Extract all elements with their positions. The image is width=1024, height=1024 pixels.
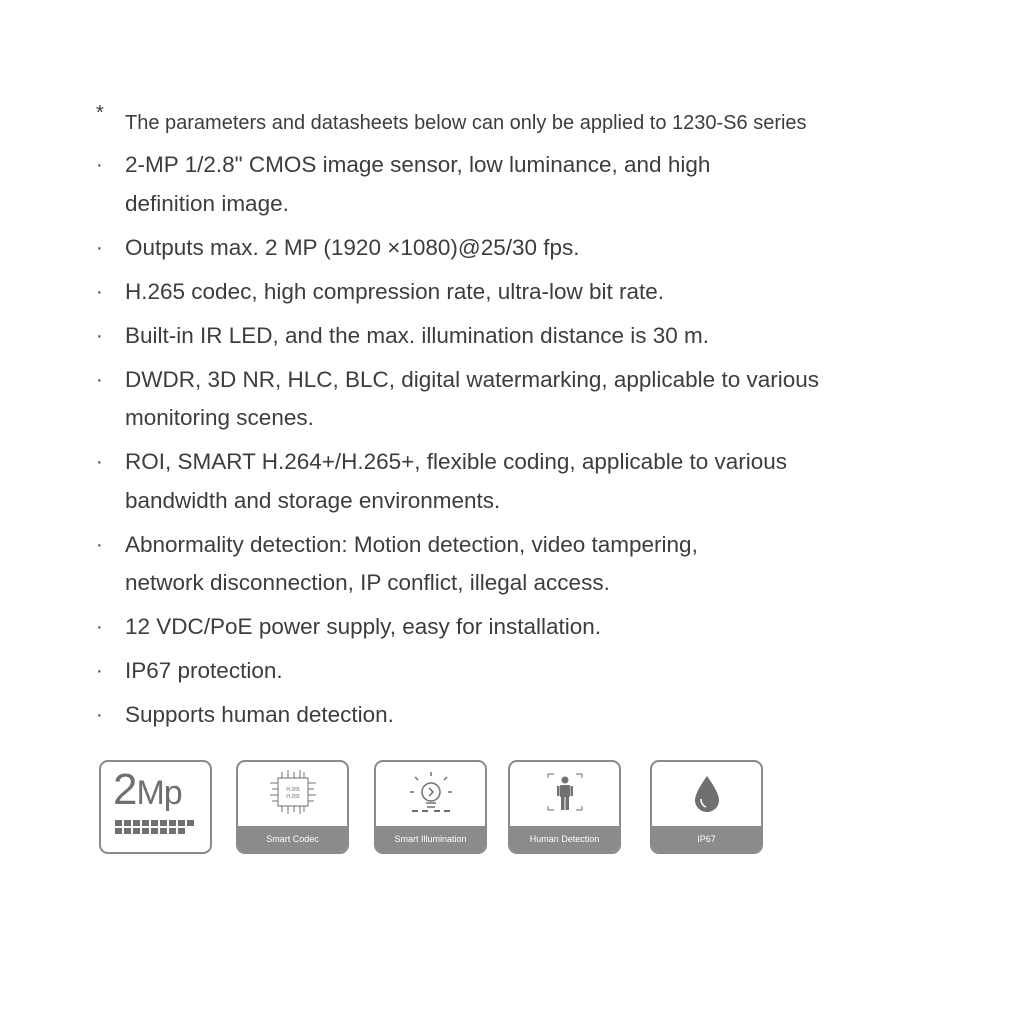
bullet-marker: ·	[96, 660, 103, 682]
smart-codec-icon	[236, 760, 349, 854]
feature-item	[96, 696, 916, 735]
bullet-marker: ·	[96, 451, 103, 473]
bullet-marker: ·	[96, 616, 103, 638]
feature-item	[96, 273, 916, 312]
feature-item	[96, 361, 916, 438]
feature-item	[96, 526, 916, 603]
svg-text:H.265: H.265	[286, 787, 300, 793]
svg-text:H.265: H.265	[286, 794, 300, 800]
feature-text-continued: network disconnection, IP conflict, illegal access.	[125, 570, 610, 595]
series-note-text: The parameters and datasheets below can only be applied to 1230-S6 series	[125, 112, 807, 134]
icon-caption: IP67	[652, 826, 761, 852]
feature-item	[96, 146, 916, 223]
icon-caption: Human Detection	[510, 826, 619, 852]
feature-text: 12 VDC/PoE power supply, easy for installation.	[125, 614, 602, 639]
bullet-marker: ·	[96, 154, 103, 176]
feature-text: ROI, SMART H.264+/H.265+, flexible coding, applicable to various	[125, 449, 788, 474]
feature-text: Outputs max. 2 MP (1920 ×1080)@25/30 fps.	[125, 234, 580, 260]
feature-text: Abnormality detection: Motion detection, video tampering,	[125, 531, 698, 557]
bullet-marker: ·	[96, 368, 103, 391]
bullet-marker: ·	[96, 236, 103, 259]
feature-text: 2-MP 1/2.8" CMOS image sensor, low luminance, and high	[125, 152, 711, 177]
feature-text: Supports human detection.	[125, 702, 394, 727]
feature-text: DWDR, 3D NR, HLC, BLC, digital watermarking, applicable to various	[125, 366, 819, 392]
bullet-marker: ·	[96, 533, 103, 556]
feature-text-continued: bandwidth and storage environments.	[125, 487, 501, 513]
feature-list	[96, 146, 916, 740]
2mp-icon	[99, 760, 212, 854]
feature-text-continued: monitoring scenes.	[125, 405, 314, 430]
feature-text: H.265 codec, high compression rate, ultra-low bit rate.	[125, 278, 665, 304]
bullet-marker: ·	[96, 324, 103, 347]
pixel-grid-icon	[115, 820, 199, 838]
smart-illumination-icon	[374, 760, 487, 854]
feature-item	[96, 317, 916, 356]
feature-item	[96, 443, 916, 520]
icon-caption: Smart Codec	[238, 826, 347, 852]
bullet-marker: ·	[96, 280, 103, 303]
ip67-icon	[650, 760, 763, 854]
feature-icon-row	[99, 760, 769, 856]
resolution-label: 2Mp	[113, 765, 182, 814]
feature-item	[96, 229, 916, 268]
water-drop-icon	[652, 766, 761, 828]
person-icon	[510, 766, 619, 828]
asterisk-marker: *	[96, 102, 104, 124]
feature-text: Built-in IR LED, and the max. illumination distance is 30 m.	[125, 322, 710, 348]
feature-item	[96, 652, 916, 691]
chip-icon	[238, 766, 347, 828]
feature-item	[96, 608, 916, 647]
feature-text: IP67 protection.	[125, 658, 283, 683]
feature-text-continued: definition image.	[125, 190, 289, 216]
human-detection-icon	[508, 760, 621, 854]
bulb-icon	[376, 766, 485, 828]
icon-caption: Smart Illumination	[376, 826, 485, 852]
bullet-marker: ·	[96, 704, 103, 726]
